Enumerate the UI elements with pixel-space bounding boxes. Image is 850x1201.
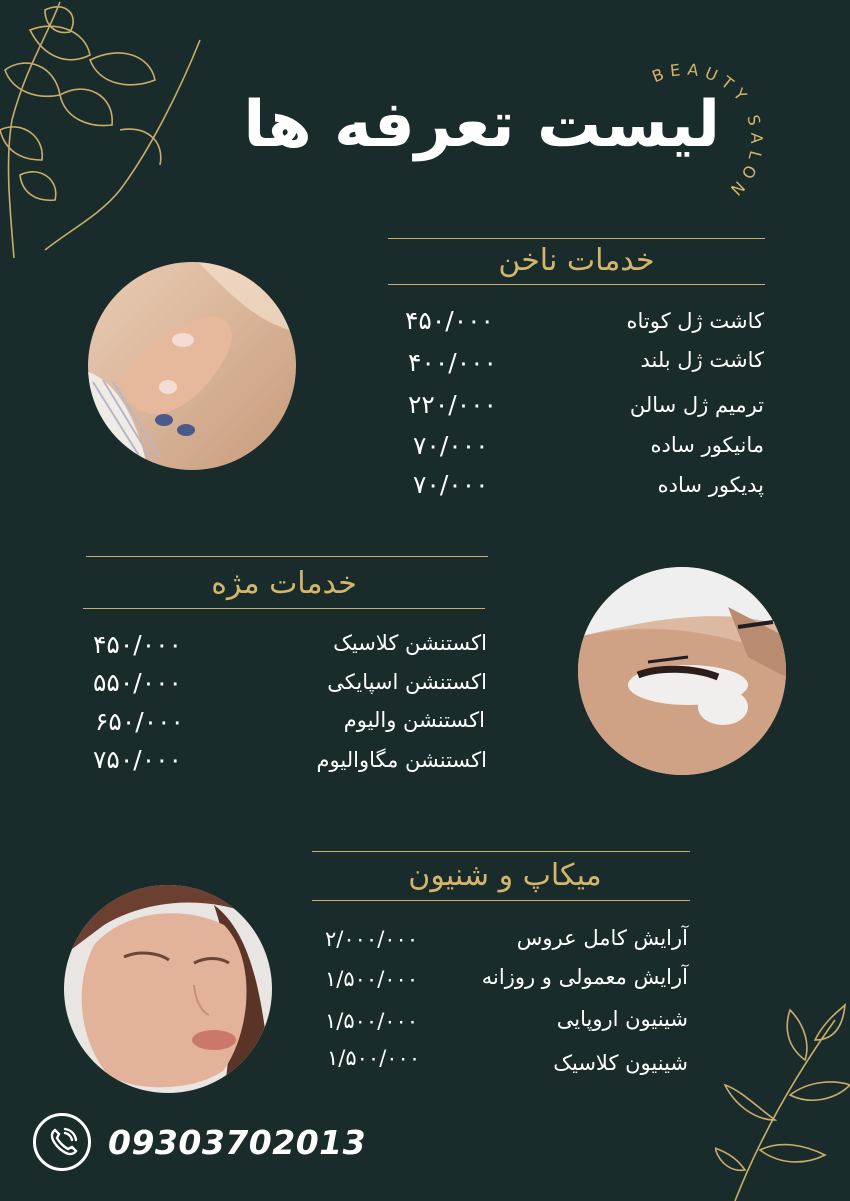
service-price: ۵۵۰/۰۰۰ (93, 668, 182, 697)
phone-icon (48, 1127, 78, 1157)
section-divider (388, 238, 765, 239)
section-title-makeup: میکاپ و شنیون (408, 858, 602, 893)
service-price: ۲/۰۰۰/۰۰۰ (325, 927, 419, 951)
service-price: ۷۰/۰۰۰ (413, 431, 489, 460)
service-price: ۱/۵۰۰/۰۰۰ (327, 1046, 421, 1070)
phone-number[interactable]: 09303702013 (108, 1123, 367, 1162)
service-price: ۲۲۰/۰۰۰ (408, 390, 497, 419)
brand-badge-text: BEAUTY SALON (649, 59, 767, 198)
section-title-lash: خدمات مژه (211, 566, 357, 601)
service-name: کاشت ژل بلند (640, 348, 764, 372)
section-divider (312, 900, 690, 901)
service-name: اکستنشن اسپایکی (327, 670, 487, 694)
floral-decoration-top-left (0, 0, 230, 270)
section-divider (388, 284, 765, 285)
section-divider (312, 851, 690, 852)
section-title-nail: خدمات ناخن (498, 243, 655, 278)
service-name: کاشت ژل کوتاه (626, 309, 764, 333)
section-divider (86, 556, 488, 557)
floral-decoration-bottom-right (715, 1000, 850, 1201)
makeup-photo (64, 885, 272, 1093)
service-price: ۴۵۰/۰۰۰ (93, 630, 182, 659)
service-price: ۷۵۰/۰۰۰ (93, 745, 182, 774)
service-price: ۶۵۰/۰۰۰ (95, 707, 184, 736)
service-name: ترمیم ژل سالن (629, 393, 764, 417)
service-name: اکستنشن کلاسیک (333, 631, 487, 655)
service-price: ۱/۵۰۰/۰۰۰ (325, 1009, 419, 1033)
service-name: آرایش کامل عروس (516, 926, 688, 950)
service-name: شینیون کلاسیک (553, 1051, 688, 1075)
section-divider (83, 608, 485, 609)
service-price: ۷۰/۰۰۰ (413, 470, 489, 499)
nail-photo (88, 262, 296, 470)
lash-photo (578, 567, 786, 775)
service-name: شینیون اروپایی (556, 1007, 688, 1031)
service-name: آرایش معمولی و روزانه (481, 965, 688, 989)
service-name: اکستنشن والیوم (343, 708, 485, 732)
page-title: لیست تعرفه ها (243, 88, 720, 162)
service-name: اکستنشن مگاوالیوم (316, 748, 487, 772)
service-name: پدیکور ساده (657, 473, 764, 497)
service-name: مانیکور ساده (650, 433, 764, 457)
service-price: ۴۰۰/۰۰۰ (408, 348, 497, 377)
service-price: ۱/۵۰۰/۰۰۰ (325, 967, 419, 991)
service-price: ۴۵۰/۰۰۰ (405, 306, 494, 335)
phone-button[interactable] (33, 1113, 91, 1171)
